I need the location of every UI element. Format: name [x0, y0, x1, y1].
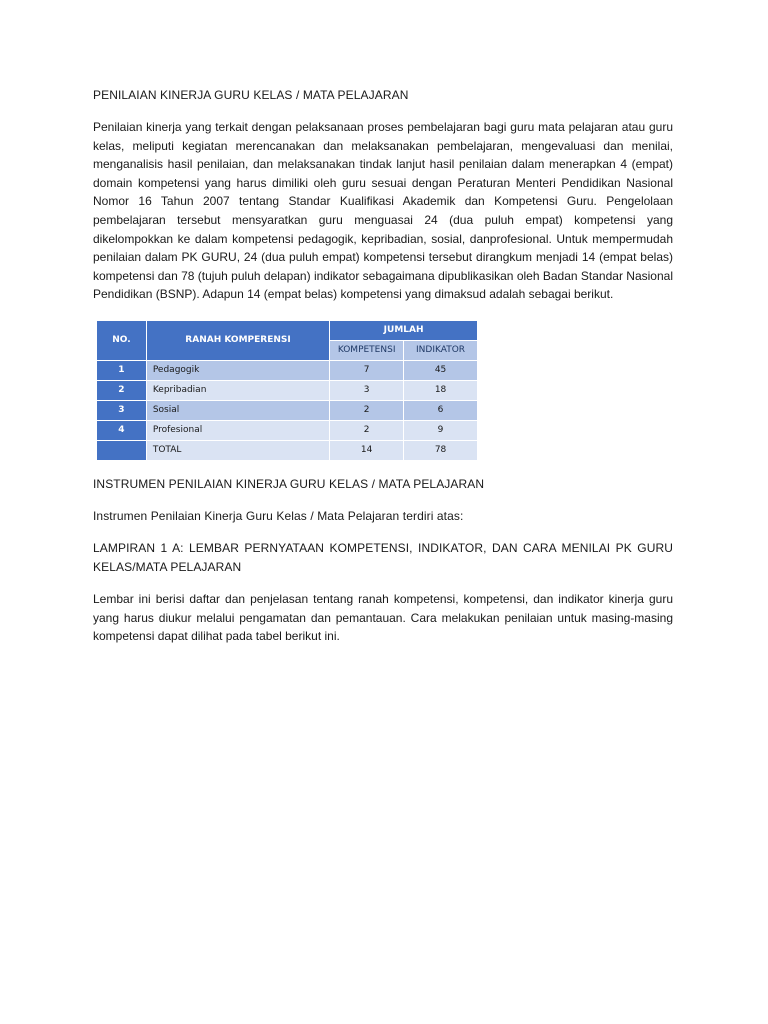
- table-cell-kompetensi: 14: [330, 440, 404, 460]
- table-cell-indikator: 18: [404, 380, 478, 400]
- paragraph-penilaian: Penilaian kinerja yang terkait dengan pelaksanaan proses pembelajaran bagi guru mata pelajaran atau guru kelas, meliputi kegiatan merencanakan dan melaksanakan pembelajaran, mengevaluasi dan menilai, menganalisis hasil penilaian, dan melaksanakan tindak lanjut hasil penilaian dalam menerapkan 4 (empat) domain kompetensi yang harus dimiliki oleh guru sesuai dengan Peraturan Menteri Pendidikan Nasional Nomor 16 Tahun 2007 tentang Standar Kualifikasi Akademik dan Kompetensi Guru. Pengelolaan pembelajaran tersebut mensyaratkan guru menguasai 24 (dua puluh empat) kompetensi yang dikelompokkan ke dalam kompetensi pedagogik, kepribadian, sosial, danprofesional. Untuk mempermudah penilaian dalam PK GURU, 24 (dua puluh empat) kompetensi tersebut dirangkum menjadi 14 (empat belas) kompetensi dan 78 (tujuh puluh delapan) indikator sebagaimana dipublikasikan oleh Badan Standar Nasional Pendidikan (BSNP). Adapun 14 (empat belas) kompetensi yang dimaksud adalah sebagai berikut.: [93, 120, 673, 302]
- table-cell-indikator: 78: [404, 440, 478, 460]
- section-heading-instrumen: INSTRUMEN PENILAIAN KINERJA GURU KELAS / MATA PELAJARAN: [93, 476, 485, 491]
- table-cell-indikator: 6: [404, 400, 478, 420]
- table-cell-indikator: 45: [404, 360, 478, 380]
- table-cell-kompetensi: 2: [330, 400, 404, 420]
- table-cell-no: 3: [97, 400, 147, 420]
- table-header-no: NO.: [97, 320, 147, 360]
- table-header-kompetensi: KOMPETENSI: [330, 340, 404, 360]
- table-cell-indikator: 9: [404, 420, 478, 440]
- kompetensi-table: [96, 320, 478, 461]
- table-cell-ranah: Sosial: [146, 400, 329, 420]
- table-cell-ranah: TOTAL: [146, 440, 329, 460]
- table-cell-kompetensi: 7: [330, 360, 404, 380]
- table-row: [97, 360, 478, 380]
- table-row: [97, 400, 478, 420]
- lampiran-paragraph: Lembar ini berisi daftar dan penjelasan tentang ranah kompetensi, kompetensi, dan indikator kinerja guru yang harus diukur melalui pengamatan dan pemantauan. Cara melakukan penilaian untuk masing-masing kompetensi dapat dilihat pada tabel berikut ini.: [93, 592, 673, 644]
- instrumen-intro: Instrumen Penilaian Kinerja Guru Kelas / Mata Pelajaran terdiri atas:: [93, 508, 464, 523]
- table-row-total: [97, 440, 478, 460]
- table-row: [97, 380, 478, 400]
- table-cell-no: [97, 440, 147, 460]
- table-cell-ranah: Profesional: [146, 420, 329, 440]
- table-header-ranah: RANAH KOMPERENSI: [146, 320, 329, 360]
- table-cell-no: 2: [97, 380, 147, 400]
- table-cell-ranah: Pedagogik: [146, 360, 329, 380]
- table-cell-ranah: Kepribadian: [146, 380, 329, 400]
- document-page: [93, 86, 673, 660]
- table-row: [97, 420, 478, 440]
- table-cell-kompetensi: 3: [330, 380, 404, 400]
- table-header-jumlah: JUMLAH: [330, 320, 478, 340]
- kompetensi-table-wrapper: [96, 320, 478, 461]
- table-cell-kompetensi: 2: [330, 420, 404, 440]
- table-header-indikator: INDIKATOR: [404, 340, 478, 360]
- section-heading-penilaian: PENILAIAN KINERJA GURU KELAS / MATA PELAJARAN: [93, 88, 409, 102]
- table-cell-no: 1: [97, 360, 147, 380]
- table-cell-no: 4: [97, 420, 147, 440]
- lampiran-title: LAMPIRAN 1 A: LEMBAR PERNYATAAN KOMPETENSI, INDIKATOR, DAN CARA MENILAI PK GURU KELAS/MATA PELAJARAN: [93, 540, 673, 574]
